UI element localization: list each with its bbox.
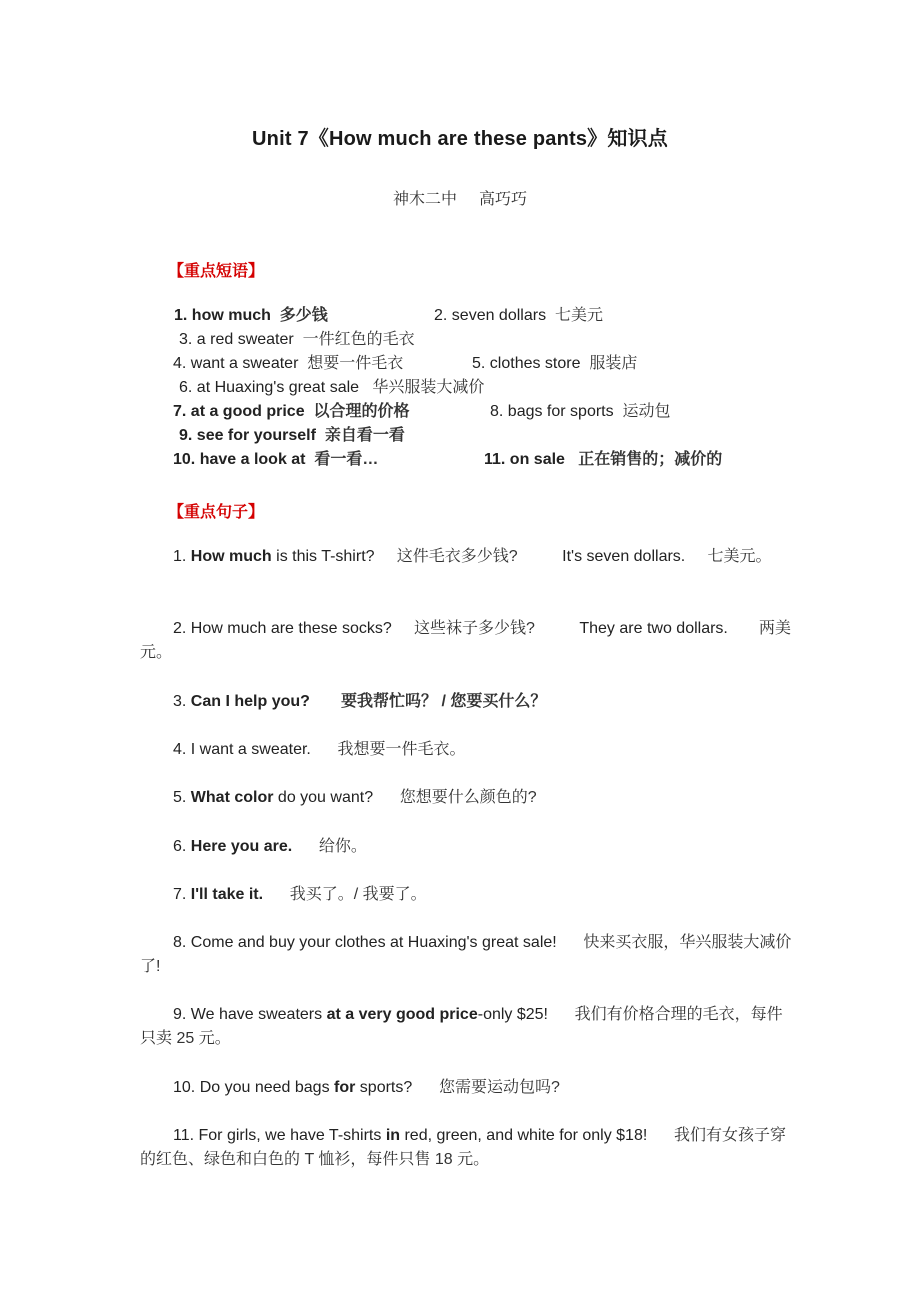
phrase-6-cn: 华兴服装大减价 xyxy=(372,379,485,396)
sentence-1-rest: is this T-shirt? xyxy=(271,548,375,565)
sentence-1-answer-cn: 七美元。 xyxy=(707,548,772,565)
author-name: 高巧巧 xyxy=(479,191,528,208)
phrase-8 xyxy=(490,402,671,422)
sentence-6-num: 6. xyxy=(173,838,191,855)
sentence-7-bold: I'll take it. xyxy=(190,886,264,903)
phrase-3-en: 3. a red sweater xyxy=(179,331,294,348)
sentence-5-bold: What color xyxy=(190,789,274,806)
sentence-2-answer-cn: 两美元。 xyxy=(140,620,792,661)
sentences-heading: 【重点句子】 xyxy=(168,504,265,521)
phrase-4-cn: 想要一件毛衣 xyxy=(307,355,404,372)
sentence-10-cn: 您需要运动包吗? xyxy=(438,1079,560,1096)
sentence-1-answer: It's seven dollars. xyxy=(562,548,686,565)
sentence-2-cn: 这些袜子多少钱? xyxy=(414,620,535,637)
sentence-11-bold: in xyxy=(385,1127,401,1144)
phrase-2 xyxy=(434,306,603,326)
phrase-10-en: 10. have a look at xyxy=(173,451,306,468)
phrase-1-cn: 多少钱 xyxy=(279,307,328,324)
sentence-11-pre: 11. For girls, we have T-shirts xyxy=(173,1127,386,1144)
sentence-3 xyxy=(140,690,795,714)
sentence-1 xyxy=(140,545,795,569)
sentence-8-text: 8. Come and buy your clothes at Huaxing's great sale! xyxy=(173,934,557,951)
sentence-11-rest: red, green, and white for only $18! xyxy=(400,1127,648,1144)
sentence-10 xyxy=(140,1076,795,1100)
phrase-11 xyxy=(484,450,722,470)
phrase-3 xyxy=(179,330,415,350)
sentence-7-cn: 我买了。/ 我要了。 xyxy=(289,886,427,903)
phrase-6-en: 6. at Huaxing's great sale xyxy=(179,379,360,396)
sentence-2-answer: They are two dollars. xyxy=(579,620,728,637)
sentence-9-cn: 我们有价格合理的毛衣，每件只卖 25 元。 xyxy=(140,1006,783,1047)
page-title: Unit 7《How much are these pants》知识点 xyxy=(252,128,668,150)
sentence-4-text: 4. I want a sweater. xyxy=(173,741,311,758)
sentence-3-cn: 要我帮忙吗？ / 您要买什么？ xyxy=(341,693,547,710)
phrase-11-cn: 正在销售的；减价的 xyxy=(578,451,723,468)
sentence-4 xyxy=(140,738,795,762)
phrases-heading: 【重点短语】 xyxy=(168,263,265,280)
sentence-5-rest: do you want? xyxy=(273,789,374,806)
phrase-4-en: 4. want a sweater xyxy=(173,355,299,372)
author-line xyxy=(0,186,920,209)
phrase-7-en: 7. at a good price xyxy=(173,403,305,420)
sentence-10-rest: sports? xyxy=(355,1079,413,1096)
phrase-7 xyxy=(173,402,410,422)
sentence-11-cn: 我们有女孩子穿的红色、绿色和白色的 T 恤衫，每件只售 18 元。 xyxy=(140,1127,786,1168)
phrase-1-en: 1. how much xyxy=(174,307,271,324)
phrase-4 xyxy=(173,354,403,374)
sentence-2-text: 2. How much are these socks? xyxy=(173,620,392,637)
phrase-10-cn: 看一看… xyxy=(314,451,379,468)
phrase-10 xyxy=(173,450,378,470)
sentence-5 xyxy=(140,786,795,810)
sentence-7-num: 7. xyxy=(173,886,191,903)
sentence-9 xyxy=(140,1003,795,1051)
phrase-5 xyxy=(472,354,637,374)
phrase-9 xyxy=(179,426,405,446)
sentence-6-bold: Here you are. xyxy=(190,838,293,855)
sentence-1-num: 1. xyxy=(173,548,191,565)
sentence-10-pre: 10. Do you need bags xyxy=(173,1079,335,1096)
sentence-1-bold: How much xyxy=(190,548,272,565)
author-school: 神木二中 xyxy=(392,191,457,208)
sentence-7 xyxy=(140,883,795,907)
sentence-2 xyxy=(140,617,795,665)
phrase-1 xyxy=(174,306,328,326)
phrase-8-cn: 运动包 xyxy=(622,403,671,420)
phrase-9-en: 9. see for yourself xyxy=(179,427,316,444)
sentence-6 xyxy=(140,835,795,859)
phrase-11-en: 11. on sale xyxy=(484,451,565,468)
phrase-7-cn: 以合理的价格 xyxy=(313,403,410,420)
sentence-8-cn: 快来买衣服，华兴服装大减价了! xyxy=(140,934,792,975)
sentence-4-cn: 我想要一件毛衣。 xyxy=(337,741,466,758)
sentence-10-bold: for xyxy=(334,1079,356,1096)
phrase-5-cn: 服装店 xyxy=(589,355,638,372)
sentence-9-pre: 9. We have sweaters xyxy=(173,1006,327,1023)
sentence-8 xyxy=(140,931,795,979)
sentence-6-cn: 给你。 xyxy=(318,838,367,855)
phrase-8-en: 8. bags for sports xyxy=(490,403,614,420)
phrase-9-cn: 亲自看一看 xyxy=(324,427,405,444)
sentence-5-cn: 您想要什么颜色的? xyxy=(399,789,537,806)
sentence-11 xyxy=(140,1124,795,1172)
sentence-9-rest: -only $25! xyxy=(477,1006,548,1023)
phrase-6 xyxy=(179,378,484,398)
sentence-5-num: 5. xyxy=(173,789,191,806)
sentence-1-cn: 这件毛衣多少钱? xyxy=(396,548,518,565)
phrase-2-cn: 七美元 xyxy=(554,307,603,324)
sentence-3-bold: Can I help you? xyxy=(190,693,310,710)
sentence-3-num: 3. xyxy=(173,693,191,710)
phrase-5-en: 5. clothes store xyxy=(472,355,581,372)
phrase-2-en: 2. seven dollars xyxy=(434,307,547,324)
phrase-3-cn: 一件红色的毛衣 xyxy=(302,331,415,348)
sentence-9-bold: at a very good price xyxy=(326,1006,478,1023)
